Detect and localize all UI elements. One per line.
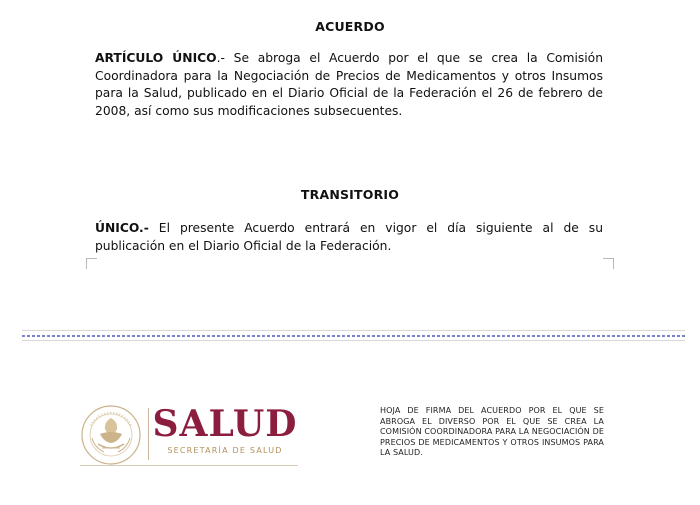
articulo-unico-text: Se abroga el Acuerdo por el que se crea la Comisión Coordinadora para la Negociación de Precios de Medicamentos y otros Insumos para la Salud, publicado en el Diario Oficial de la Federación el 26 de febrero de 2008, así como sus modificaciones subsecuentes. [95,51,603,118]
coat-of-arms-icon [80,404,142,466]
separator-line-top [22,330,685,331]
margin-corner-right [603,258,614,269]
acuerdo-heading: ACUERDO [315,19,385,34]
signature-page-note: HOJA DE FIRMA DEL ACUERDO POR EL QUE SE ABROGA EL DIVERSO POR EL QUE SE CREA LA COMISIÓN COORDINADORA PARA LA NEGOCIACIÓN DE PRECIOS DE MEDICAMENTOS Y OTROS INSUMOS PARA LA SALUD. [380,406,604,458]
unico-text: El presente Acuerdo entrará en vigor el día siguiente al de su publicación en el Diario Oficial de la Federación. [95,221,603,253]
articulo-unico-suffix: .- [216,51,225,65]
separator-line-bottom [22,340,685,341]
logo-title: SALUD [152,403,298,445]
articulo-unico-paragraph [95,50,603,120]
logo-subtitle: SECRETARÍA DE SALUD [167,446,283,455]
logo-underline [80,465,298,466]
margin-corner-left [86,258,97,269]
articulo-unico-label: ARTÍCULO ÚNICO [95,51,217,65]
unico-label: ÚNICO.- [95,221,149,235]
separator-dashed-line [22,335,685,337]
unico-paragraph [95,220,603,255]
page-break-separator [22,330,685,342]
salud-logo [80,402,300,468]
transitorio-heading: TRANSITORIO [300,187,400,202]
logo-divider [148,408,149,460]
